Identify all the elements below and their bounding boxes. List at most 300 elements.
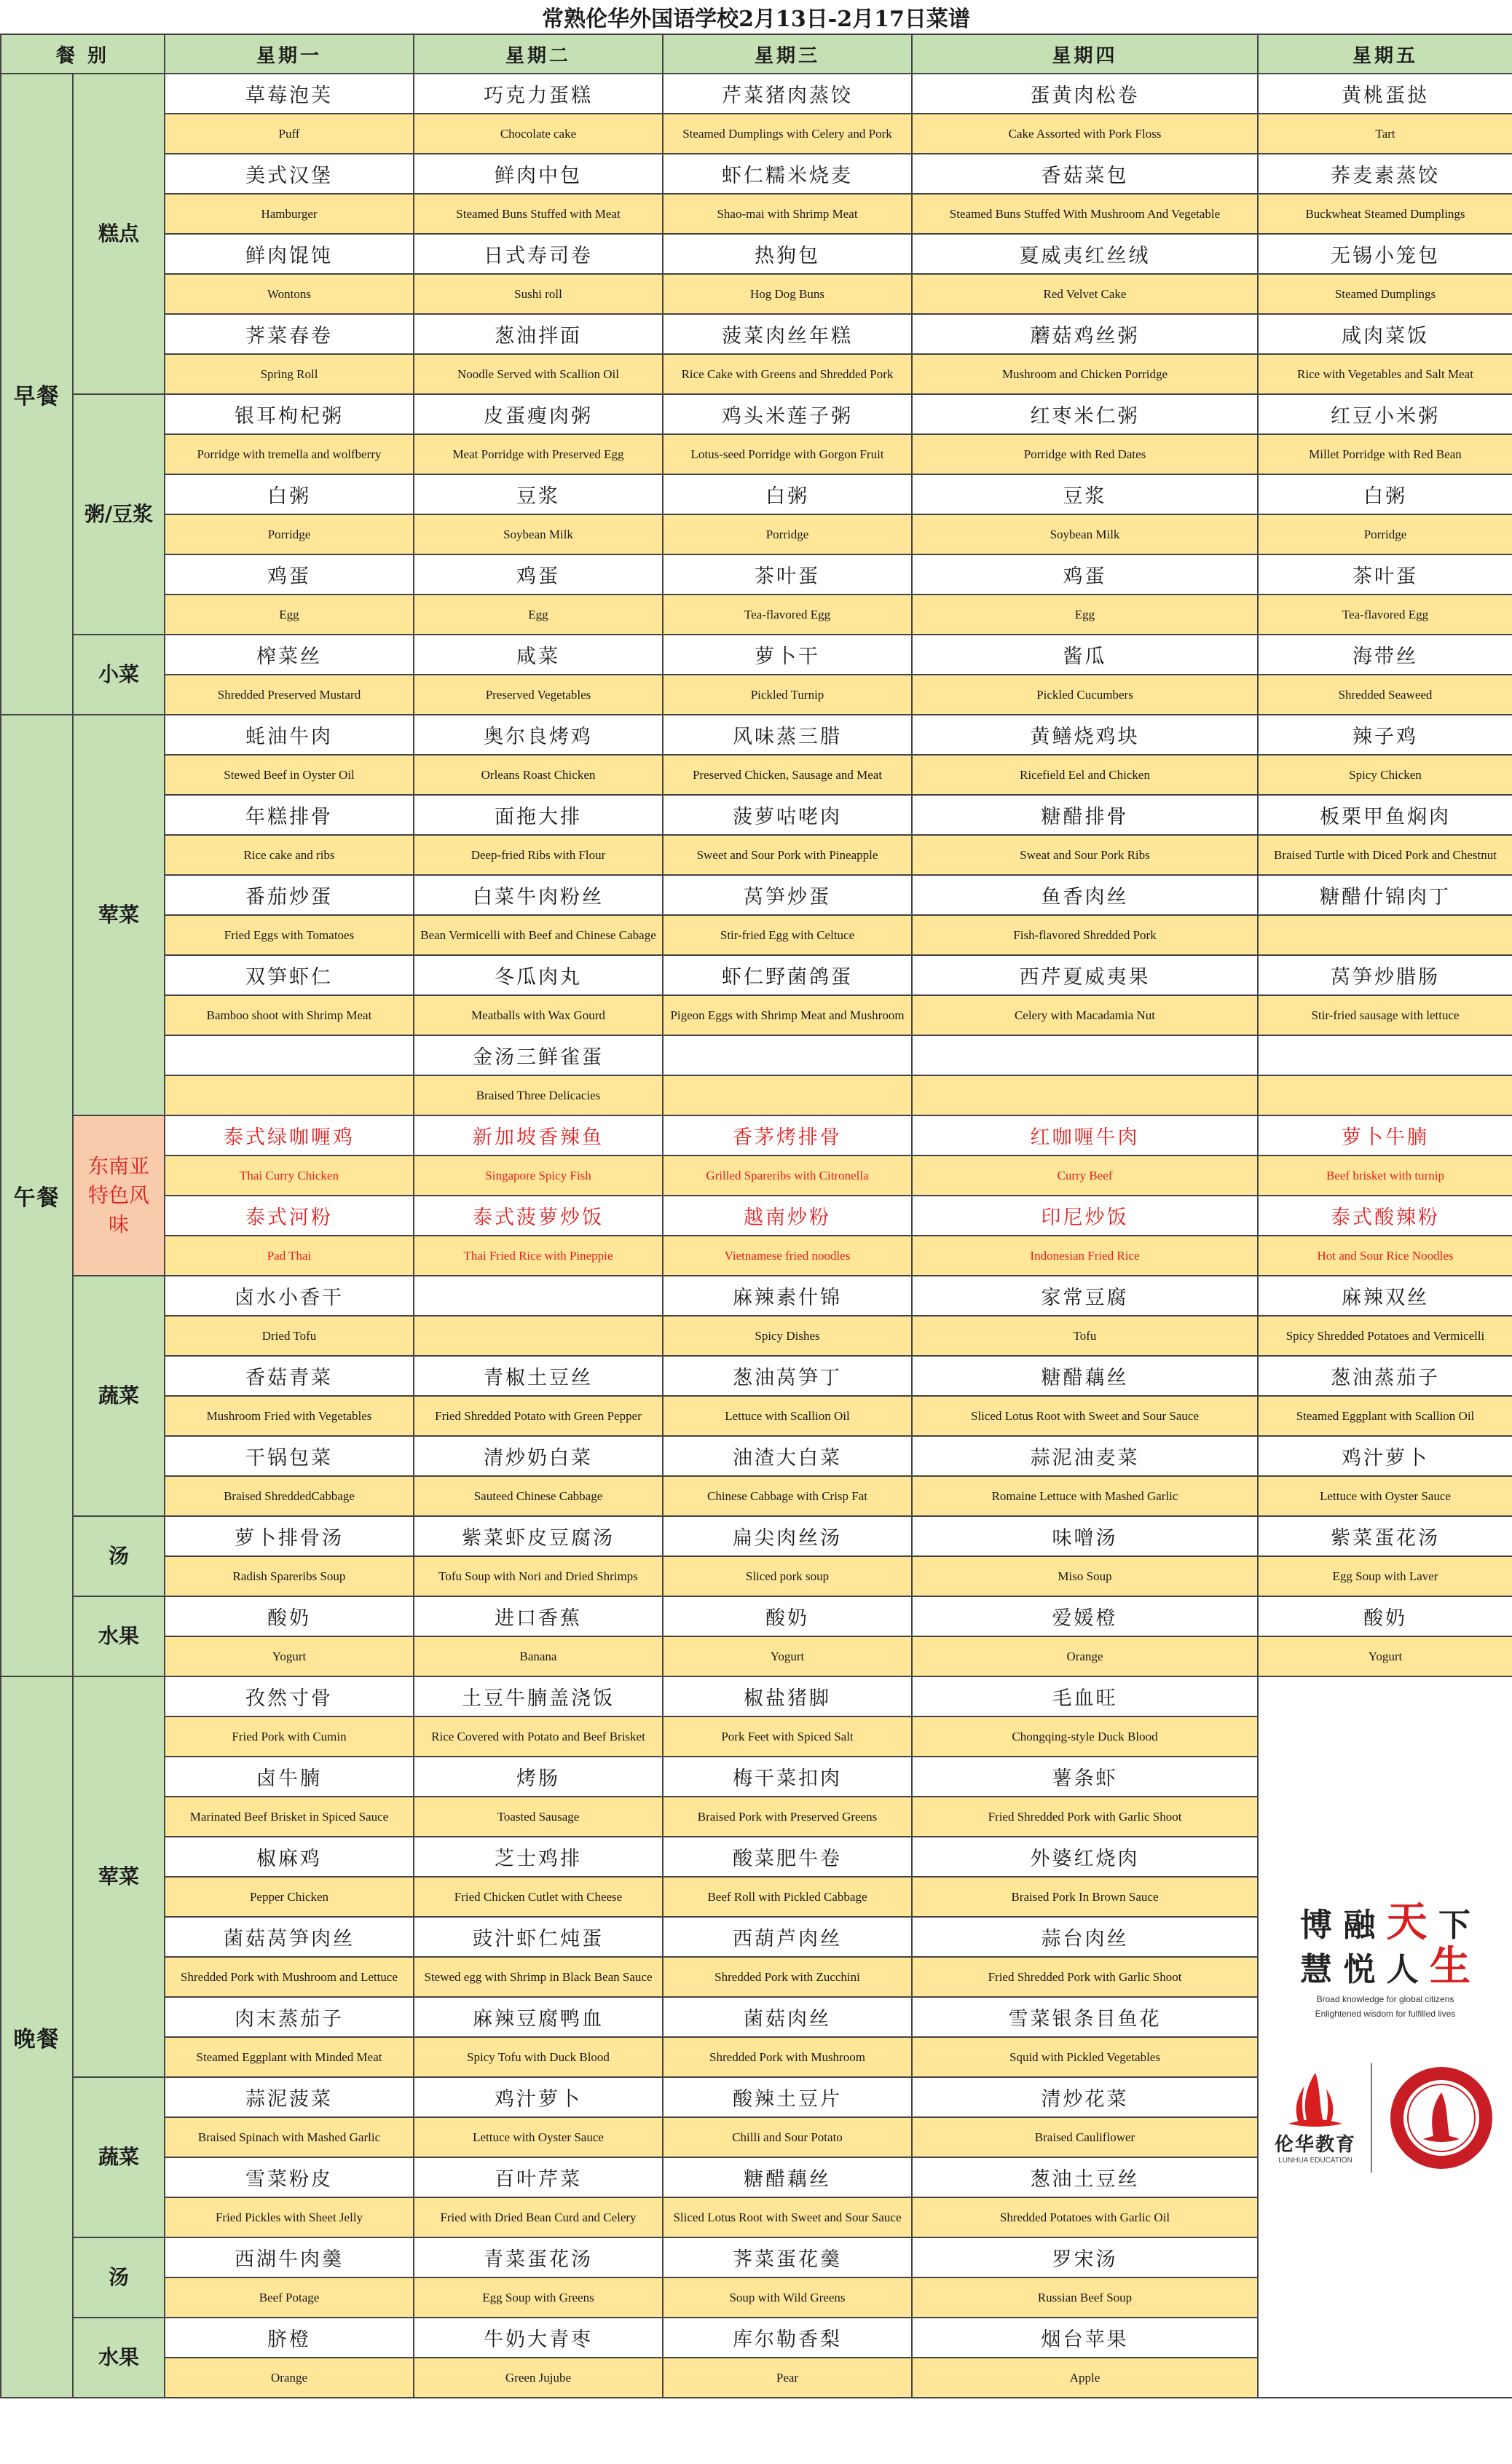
dish-name: 奥尔良烤鸡 [414, 715, 663, 755]
dish-name-en: Fried Shredded Pork with Garlic Shoot [912, 1797, 1258, 1837]
dish-row [1, 875, 1512, 915]
dish-name-en: Bamboo shoot with Shrimp Meat [165, 995, 414, 1035]
category-label: 蔬菜 [73, 1276, 165, 1516]
dish-name: 黄鳝烧鸡块 [912, 715, 1258, 755]
dish-name-en: Squid with Pickled Vegetables [912, 2037, 1258, 2077]
dish-name: 清炒花菜 [912, 2077, 1258, 2117]
dish-name: 雪菜银条目鱼花 [912, 1997, 1258, 2037]
dish-name: 扁尖肉丝汤 [663, 1516, 912, 1556]
dish-row [1, 154, 1512, 194]
slogan-line-1 [1300, 1898, 1470, 1946]
dish-name: 咸菜 [414, 635, 663, 675]
dish-row [1, 74, 1512, 114]
dish-name-en: Shredded Pork with Mushroom and Lettuce [165, 1957, 414, 1997]
dish-name-en: Hot and Sour Rice Noodles [1258, 1236, 1512, 1276]
slogan-char: 天 [1386, 1898, 1428, 1946]
dish-name-en: Vietnamese fried noodles [663, 1236, 912, 1276]
dish-name: 清炒奶白菜 [414, 1436, 663, 1476]
dish-name-en: Rice with Vegetables and Salt Meat [1258, 354, 1512, 394]
dish-name-en: Dried Tofu [165, 1316, 414, 1356]
dish-name: 芹菜猪肉蒸饺 [663, 74, 912, 114]
dish-name-en: Russian Beef Soup [912, 2277, 1258, 2318]
dish-name-en: Miso Soup [912, 1556, 1258, 1596]
dish-name: 板栗甲鱼焖肉 [1258, 795, 1512, 835]
dish-name: 巧克力蛋糕 [414, 74, 663, 114]
dish-name-en: Egg Soup with Greens [414, 2277, 663, 2318]
school-seal-icon [1387, 2063, 1496, 2173]
logo-divider [1371, 2063, 1372, 2173]
branding-panel [1258, 1676, 1512, 2398]
dish-name: 西芹夏威夷果 [912, 955, 1258, 995]
category-label: 水果 [73, 2318, 165, 2398]
brand-name-en: LUNHUA EDUCATION [1278, 2157, 1352, 2165]
dish-name: 葱油拌面 [414, 314, 663, 354]
dish-name: 泰式河粉 [165, 1196, 414, 1236]
slogan-en-2: Enlightened wisdom for fulfilled lives [1315, 2009, 1456, 2019]
dish-name-en: Beef brisket with turnip [1258, 1156, 1512, 1196]
dish-name-en: Tea-flavored Egg [663, 595, 912, 635]
dish-name: 冬瓜肉丸 [414, 955, 663, 995]
dish-name-en: Orleans Roast Chicken [414, 755, 663, 795]
dish-name-en: Sweat and Sour Pork Ribs [912, 835, 1258, 875]
dish-name-en: Chinese Cabbage with Crisp Fat [663, 1476, 912, 1516]
dish-name-en: Steamed Eggplant with Minded Meat [165, 2037, 414, 2077]
dish-name-en: Spicy Tofu with Duck Blood [414, 2037, 663, 2077]
dish-name: 鲜肉馄饨 [165, 234, 414, 274]
dish-name-en: Apple [912, 2358, 1258, 2398]
dish-name-en: Shredded Seaweed [1258, 675, 1512, 715]
dish-name: 味噌汤 [912, 1516, 1258, 1556]
dish-name-en: Lotus-seed Porridge with Gorgon Fruit [663, 434, 912, 474]
category-label: 蔬菜 [73, 2077, 165, 2237]
dish-name: 孜然寸骨 [165, 1676, 414, 1716]
dish-name: 香菇青菜 [165, 1356, 414, 1396]
dish-name: 烟台苹果 [912, 2318, 1258, 2358]
slogan-line-2 [1300, 1942, 1470, 1990]
dish-name: 双笋虾仁 [165, 955, 414, 995]
dish-translation-row [1, 1156, 1512, 1196]
dish-name-en: Fried with Dried Bean Curd and Celery [414, 2197, 663, 2237]
dish-name: 酸辣土豆片 [663, 2077, 912, 2117]
dish-name-en: Braised Turtle with Diced Pork and Chestnut [1258, 835, 1512, 875]
dish-name: 荞麦素蒸饺 [1258, 154, 1512, 194]
dish-name: 椒麻鸡 [165, 1837, 414, 1877]
dish-row [1, 1596, 1512, 1636]
meal-label: 早餐 [1, 74, 73, 715]
dish-name-en: Egg [165, 595, 414, 635]
dish-name-en: Green Jujube [414, 2358, 663, 2398]
dish-translation-row [1, 274, 1512, 314]
dish-row [1, 1436, 1512, 1476]
dish-name: 酸奶 [1258, 1596, 1512, 1636]
dish-name-en [912, 1075, 1258, 1115]
dish-name-en: Tart [1258, 114, 1512, 154]
dish-name-en: Grilled Spareribs with Citronella [663, 1156, 912, 1196]
dish-name-en: Shredded Preserved Mustard [165, 675, 414, 715]
dish-name: 卤牛腩 [165, 1757, 414, 1797]
dish-name: 鸡蛋 [165, 554, 414, 595]
dish-row [1, 1676, 1512, 1716]
dish-name: 卤水小香干 [165, 1276, 414, 1316]
page-title: 常熟伦华外国语学校2月13日-2月17日菜谱 [0, 0, 1512, 35]
category-label: 水果 [73, 1596, 165, 1676]
dish-name-en: Yogurt [1258, 1636, 1512, 1676]
category-label: 糕点 [73, 74, 165, 394]
dish-name-en: Pickled Cucumbers [912, 675, 1258, 715]
dish-name-en: Rice Covered with Potato and Beef Brisket [414, 1716, 663, 1757]
category-label: 汤 [73, 1516, 165, 1596]
dish-name: 葱油土豆丝 [912, 2157, 1258, 2197]
dish-name-en: Romaine Lettuce with Mashed Garlic [912, 1476, 1258, 1516]
meal-label: 晚餐 [1, 1676, 73, 2398]
dish-name-en: Soup with Wild Greens [663, 2277, 912, 2318]
dish-name: 年糕排骨 [165, 795, 414, 835]
dish-name: 家常豆腐 [912, 1276, 1258, 1316]
dish-name-en: Sliced Lotus Root with Sweet and Sour Sauce [912, 1396, 1258, 1436]
dish-name: 菠菜肉丝年糕 [663, 314, 912, 354]
dish-name: 酸菜肥牛卷 [663, 1837, 912, 1877]
dish-name: 泰式酸辣粉 [1258, 1196, 1512, 1236]
dish-name: 芝士鸡排 [414, 1837, 663, 1877]
dish-name-en: Porridge [1258, 514, 1512, 554]
dish-name [414, 1276, 663, 1316]
dish-name-en: Tea-flavored Egg [1258, 595, 1512, 635]
dish-name: 蒜泥菠菜 [165, 2077, 414, 2117]
dish-name-en: Ricefield Eel and Chicken [912, 755, 1258, 795]
dish-row [1, 394, 1512, 434]
dish-name-en: Spicy Dishes [663, 1316, 912, 1356]
dish-name-en: Steamed Eggplant with Scallion Oil [1258, 1396, 1512, 1436]
dish-name-en: Hog Dog Buns [663, 274, 912, 314]
dish-name: 泰式菠萝炒饭 [414, 1196, 663, 1236]
dish-name: 虾仁野菌鸽蛋 [663, 955, 912, 995]
dish-name: 豉汁虾仁炖蛋 [414, 1917, 663, 1957]
dish-name-en: Shredded Pork with Zucchini [663, 1957, 912, 1997]
dish-name-en: Stewed Beef in Oyster Oil [165, 755, 414, 795]
dish-translation-row [1, 675, 1512, 715]
dish-name-en: Porridge [165, 514, 414, 554]
dish-name-en: Egg Soup with Laver [1258, 1556, 1512, 1596]
dish-row [1, 554, 1512, 595]
menu-table [0, 34, 1512, 2398]
dish-name: 酱瓜 [912, 635, 1258, 675]
dish-name: 银耳枸杞粥 [165, 394, 414, 434]
dish-name: 香菇菜包 [912, 154, 1258, 194]
dish-name-en: Lettuce with Oyster Sauce [1258, 1476, 1512, 1516]
brand-name: 伦华教育 [1274, 2134, 1356, 2156]
dish-row [1, 1035, 1512, 1075]
dish-name: 油渣大白菜 [663, 1436, 912, 1476]
dish-name-en: Tofu [912, 1316, 1258, 1356]
dish-row [1, 474, 1512, 514]
dish-name-en: Braised Pork with Preserved Greens [663, 1797, 912, 1837]
dish-name: 蘑菇鸡丝粥 [912, 314, 1258, 354]
dish-name: 蚝油牛肉 [165, 715, 414, 755]
dish-name: 莴笋炒腊肠 [1258, 955, 1512, 995]
dish-name-en: Lettuce with Scallion Oil [663, 1396, 912, 1436]
dish-translation-row [1, 1316, 1512, 1356]
dish-name: 葱油蒸茄子 [1258, 1356, 1512, 1396]
dish-name-en: Steamed Buns Stuffed With Mushroom And Vegetable [912, 194, 1258, 234]
slogan-char: 生 [1429, 1942, 1470, 1990]
dish-name-en [1258, 915, 1512, 955]
dish-name-en: Deep-fried Ribs with Flour [414, 835, 663, 875]
dish-row [1, 795, 1512, 835]
dish-name-en: Egg [414, 595, 663, 635]
dish-name-en: Celery with Macadamia Nut [912, 995, 1258, 1035]
dish-name-en: Cake Assorted with Pork Floss [912, 114, 1258, 154]
dish-name-en: Orange [165, 2358, 414, 2398]
dish-name-en: Preserved Chicken, Sausage and Meat [663, 755, 912, 795]
dish-name: 薯条虾 [912, 1757, 1258, 1797]
slogan-char: 下 [1438, 1907, 1470, 1944]
dish-name: 脐橙 [165, 2318, 414, 2358]
dish-name-en [414, 1316, 663, 1356]
category-label: 汤 [73, 2237, 165, 2318]
category-label: 粥/豆浆 [73, 394, 165, 635]
dish-name: 麻辣豆腐鸭血 [414, 1997, 663, 2037]
dish-name-en: Braised Pork In Brown Sauce [912, 1877, 1258, 1917]
dish-translation-row [1, 915, 1512, 955]
dish-name-en: Fish-flavored Shredded Pork [912, 915, 1258, 955]
dish-name: 酸奶 [663, 1596, 912, 1636]
dish-name: 白粥 [1258, 474, 1512, 514]
dish-name-en: Braised Spinach with Mashed Garlic [165, 2117, 414, 2157]
dish-name: 萝卜干 [663, 635, 912, 675]
dish-name: 西葫芦肉丝 [663, 1917, 912, 1957]
dish-name-en: Steamed Dumplings [1258, 274, 1512, 314]
dish-translation-row [1, 194, 1512, 234]
dish-name-en: Sliced Lotus Root with Sweet and Sour Sauce [663, 2197, 912, 2237]
header-day: 星期二 [414, 34, 663, 74]
dish-name-en: Rice cake and ribs [165, 835, 414, 875]
dish-name-en: Spicy Shredded Potatoes and Vermicelli [1258, 1316, 1512, 1356]
dish-name-en: Chongqing-style Duck Blood [912, 1716, 1258, 1757]
dish-name-en: Mushroom Fried with Vegetables [165, 1396, 414, 1436]
branding-box [1259, 1898, 1512, 2173]
dish-name: 无锡小笼包 [1258, 234, 1512, 274]
dish-name: 茶叶蛋 [1258, 554, 1512, 595]
dish-row [1, 955, 1512, 995]
slogan-char: 融 [1343, 1907, 1376, 1944]
dish-translation-row [1, 1075, 1512, 1115]
dish-name: 美式汉堡 [165, 154, 414, 194]
dish-translation-row [1, 995, 1512, 1035]
dish-name-en [663, 1075, 912, 1115]
dish-name [1258, 1035, 1512, 1075]
dish-name-en: Spicy Chicken [1258, 755, 1512, 795]
slogan-char: 慧 [1300, 1951, 1332, 1988]
dish-name-en: Shao-mai with Shrimp Meat [663, 194, 912, 234]
dish-row [1, 1196, 1512, 1236]
dish-name: 菠萝咕咾肉 [663, 795, 912, 835]
dish-name: 新加坡香辣鱼 [414, 1115, 663, 1156]
slogan-char: 博 [1300, 1907, 1332, 1944]
dish-name: 干锅包菜 [165, 1436, 414, 1476]
dish-name: 毛血旺 [912, 1676, 1258, 1716]
dish-name-en: Porridge [663, 514, 912, 554]
logos [1275, 2063, 1496, 2173]
dish-name-en: Fried Eggs with Tomatoes [165, 915, 414, 955]
dish-name: 热狗包 [663, 234, 912, 274]
dish-name: 罗宋汤 [912, 2237, 1258, 2277]
dish-name-en: Pork Feet with Spiced Salt [663, 1716, 912, 1757]
dish-name: 葱油莴笋丁 [663, 1356, 912, 1396]
dish-name: 青菜蛋花汤 [414, 2237, 663, 2277]
dish-name-en: Yogurt [663, 1636, 912, 1676]
dish-name-en: Soybean Milk [414, 514, 663, 554]
dish-name-en: Preserved Vegetables [414, 675, 663, 715]
dish-name-en: Thai Curry Chicken [165, 1156, 414, 1196]
dish-name-en: Yogurt [165, 1636, 414, 1676]
dish-translation-row [1, 434, 1512, 474]
dish-name-en: Pigeon Eggs with Shrimp Meat and Mushroom [663, 995, 912, 1035]
category-label: 荤菜 [73, 715, 165, 1115]
dish-name: 荠菜蛋花羹 [663, 2237, 912, 2277]
dish-name-en: Sweet and Sour Pork with Pineapple [663, 835, 912, 875]
dish-name: 白粥 [165, 474, 414, 514]
header-day: 星期五 [1258, 34, 1512, 74]
dish-name-en: Pear [663, 2358, 912, 2398]
dish-name: 烤肠 [414, 1757, 663, 1797]
dish-row [1, 1516, 1512, 1556]
dish-name: 草莓泡芙 [165, 74, 414, 114]
dish-name: 糖醋排骨 [912, 795, 1258, 835]
header-day: 星期三 [663, 34, 912, 74]
dish-name: 红咖喱牛肉 [912, 1115, 1258, 1156]
dish-row [1, 635, 1512, 675]
dish-name-en: Red Velvet Cake [912, 274, 1258, 314]
dish-name: 香茅烤排骨 [663, 1115, 912, 1156]
dish-name: 金汤三鲜雀蛋 [414, 1035, 663, 1075]
dish-name [912, 1035, 1258, 1075]
dish-row [1, 1115, 1512, 1156]
dish-name: 糖醋什锦肉丁 [1258, 875, 1512, 915]
dish-name: 雪菜粉皮 [165, 2157, 414, 2197]
dish-name-en: Banana [414, 1636, 663, 1676]
dish-name: 榨菜丝 [165, 635, 414, 675]
slogan-en-1: Broad knowledge for global citizens [1316, 1994, 1454, 2004]
dish-name: 椒盐猪脚 [663, 1676, 912, 1716]
dish-name: 糖醋藕丝 [912, 1356, 1258, 1396]
dish-name: 酸奶 [165, 1596, 414, 1636]
dish-name-en: Wontons [165, 274, 414, 314]
dish-name-en: Mushroom and Chicken Porridge [912, 354, 1258, 394]
dish-name: 蛋黄肉松卷 [912, 74, 1258, 114]
dish-name-en: Braised ShreddedCabbage [165, 1476, 414, 1516]
dish-name-en: Thai Fried Rice with Pineppie [414, 1236, 663, 1276]
dish-name-en: Stewed egg with Shrimp in Black Bean Sauce [414, 1957, 663, 1997]
dish-name-en: Shredded Potatoes with Garlic Oil [912, 2197, 1258, 2237]
dish-name-en: Lettuce with Oyster Sauce [414, 2117, 663, 2157]
header-row [1, 34, 1512, 74]
dish-name: 土豆牛腩盖浇饭 [414, 1676, 663, 1716]
dish-name [663, 1035, 912, 1075]
dish-name-en: Beef Potage [165, 2277, 414, 2318]
dish-translation-row [1, 1476, 1512, 1516]
dish-name: 外婆红烧肉 [912, 1837, 1258, 1877]
dish-name: 日式寿司卷 [414, 234, 663, 274]
dish-name-en: Egg [912, 595, 1258, 635]
dish-name: 蒜泥油麦菜 [912, 1436, 1258, 1476]
dish-name: 梅干菜扣肉 [663, 1757, 912, 1797]
dish-name [165, 1035, 414, 1075]
dish-name-en: Fried Pork with Cumin [165, 1716, 414, 1757]
dish-name-en: Stir-fried sausage with lettuce [1258, 995, 1512, 1035]
dish-name: 白菜牛肉粉丝 [414, 875, 663, 915]
dish-name: 风味蒸三腊 [663, 715, 912, 755]
dish-name: 虾仁糯米烧麦 [663, 154, 912, 194]
dish-translation-row [1, 1396, 1512, 1436]
dish-name: 辣子鸡 [1258, 715, 1512, 755]
dish-name-en [165, 1075, 414, 1115]
category-label: 小菜 [73, 635, 165, 715]
dish-name: 麻辣素什锦 [663, 1276, 912, 1316]
dish-name: 皮蛋瘦肉粥 [414, 394, 663, 434]
dish-name-en: Fried Chicken Cutlet with Cheese [414, 1877, 663, 1917]
dish-name-en: Sushi roll [414, 274, 663, 314]
dish-name-en: Shredded Pork with Mushroom [663, 2037, 912, 2077]
dish-name-en: Pickled Turnip [663, 675, 912, 715]
dish-row [1, 314, 1512, 354]
dish-name: 鸡汁萝卜 [1258, 1436, 1512, 1476]
slogan-char: 人 [1386, 1951, 1419, 1988]
dish-name: 面拖大排 [414, 795, 663, 835]
dish-name: 鸡蛋 [912, 554, 1258, 595]
dish-name-en: Braised Three Delicacies [414, 1075, 663, 1115]
dish-name-en: Rice Cake with Greens and Shredded Pork [663, 354, 912, 394]
dish-name: 爱媛橙 [912, 1596, 1258, 1636]
dish-name: 库尔勒香梨 [663, 2318, 912, 2358]
dish-name: 菌菇莴笋肉丝 [165, 1917, 414, 1957]
dish-row [1, 234, 1512, 274]
dish-name-en: Chilli and Sour Potato [663, 2117, 912, 2157]
dish-name-en [1258, 1075, 1512, 1115]
dish-name-en: Chocolate cake [414, 114, 663, 154]
dish-name: 萝卜排骨汤 [165, 1516, 414, 1556]
dish-name-en: Braised Cauliflower [912, 2117, 1258, 2157]
dish-name-en: Orange [912, 1636, 1258, 1676]
dish-name-en: Steamed Buns Stuffed with Meat [414, 194, 663, 234]
dish-name: 红枣米仁粥 [912, 394, 1258, 434]
dish-name-en: Spring Roll [165, 354, 414, 394]
dish-name-en: Millet Porridge with Red Bean [1258, 434, 1512, 474]
lunhua-education-logo [1275, 2071, 1356, 2165]
dish-name-en: Tofu Soup with Nori and Dried Shrimps [414, 1556, 663, 1596]
dish-name: 豆浆 [912, 474, 1258, 514]
dish-name: 蒜台肉丝 [912, 1917, 1258, 1957]
dish-name-en: Soybean Milk [912, 514, 1258, 554]
dish-name: 紫菜虾皮豆腐汤 [414, 1516, 663, 1556]
dish-row [1, 715, 1512, 755]
dish-name: 青椒土豆丝 [414, 1356, 663, 1396]
dish-name: 肉末蒸茄子 [165, 1997, 414, 2037]
dish-name: 茶叶蛋 [663, 554, 912, 595]
dish-name: 百叶芹菜 [414, 2157, 663, 2197]
dish-name-en: Fried Shredded Potato with Green Pepper [414, 1396, 663, 1436]
dish-name-en: Singapore Spicy Fish [414, 1156, 663, 1196]
header-day: 星期一 [165, 34, 414, 74]
category-label: 东南亚特色风味 [73, 1115, 165, 1276]
meal-label: 午餐 [1, 715, 73, 1676]
slogan-char: 悦 [1343, 1951, 1376, 1988]
dish-name: 鲜肉中包 [414, 154, 663, 194]
dish-name-en: Meatballs with Wax Gourd [414, 995, 663, 1035]
dish-name-en: Puff [165, 114, 414, 154]
dish-name-en: Steamed Dumplings with Celery and Pork [663, 114, 912, 154]
dish-name: 牛奶大青枣 [414, 2318, 663, 2358]
dish-name-en: Indonesian Fried Rice [912, 1236, 1258, 1276]
